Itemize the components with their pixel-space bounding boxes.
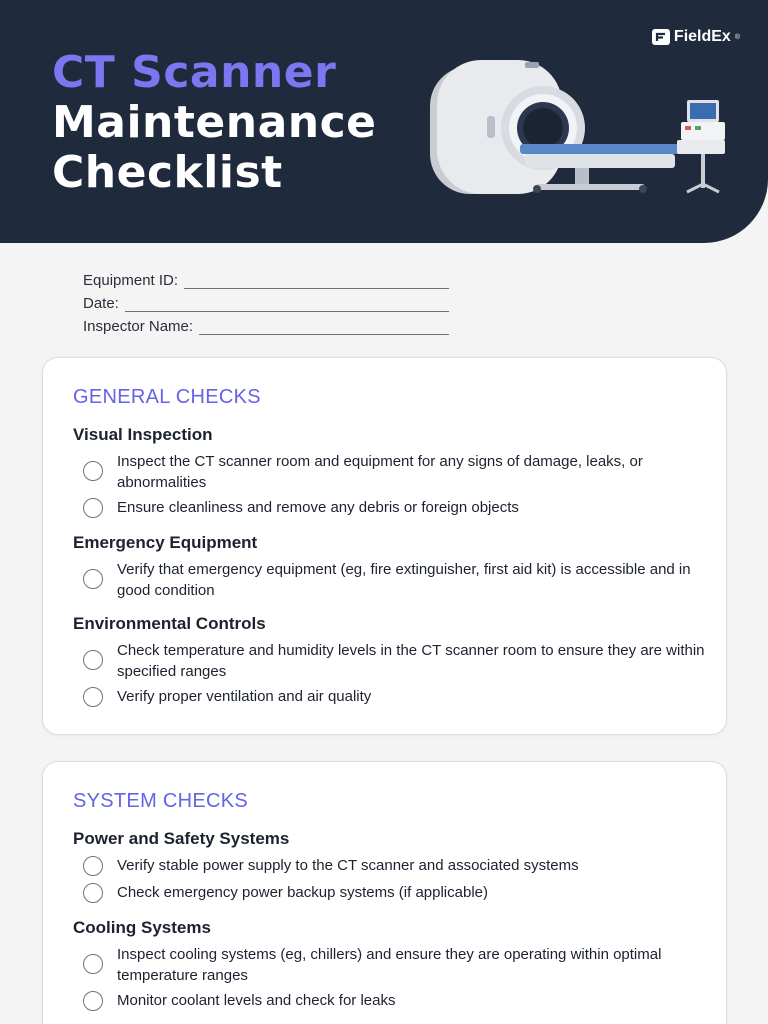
checklist-item[interactable]: [83, 687, 713, 709]
general-checks-card: [42, 357, 727, 735]
checkbox-circle-icon[interactable]: [83, 687, 103, 707]
visual-inspection-heading: Visual Inspection: [73, 425, 213, 444]
environmental-controls-heading: Environmental Controls: [73, 614, 266, 633]
checkbox-circle-icon[interactable]: [83, 650, 103, 670]
checkbox-circle-icon[interactable]: [83, 991, 103, 1011]
checklist-item-text: Inspect cooling systems (eg, chillers) and ensure they are operating within optimal temperature ranges: [117, 946, 662, 984]
power-safety-heading: Power and Safety Systems: [73, 829, 290, 848]
checklist-item[interactable]: [83, 991, 713, 1013]
checkbox-circle-icon[interactable]: [83, 569, 103, 589]
checklist-item[interactable]: [83, 883, 713, 905]
checklist-item[interactable]: [83, 642, 713, 684]
checklist-item-text: Check emergency power backup systems (if applicable): [117, 884, 488, 901]
system-checks-title: SYSTEM CHECKS: [73, 790, 249, 812]
page-title: [52, 48, 377, 198]
checklist-item-text: Check temperature and humidity levels in the CT scanner room to ensure they are within specified ranges: [117, 642, 705, 680]
date-input-line[interactable]: [125, 298, 449, 312]
inspector-name-label: Inspector Name:: [83, 318, 194, 335]
equipment-id-label: Equipment ID:: [83, 272, 179, 289]
inspector-name-input-line[interactable]: [199, 321, 449, 335]
fieldex-logo-icon: [652, 29, 670, 45]
checkbox-circle-icon[interactable]: [83, 498, 103, 518]
checkbox-circle-icon[interactable]: [83, 883, 103, 903]
title-line-3: Checklist: [52, 147, 283, 198]
equipment-id-field[interactable]: [83, 266, 463, 289]
checklist-item[interactable]: [83, 561, 713, 603]
checklist-item-text: Ensure cleanliness and remove any debris or foreign objects: [117, 499, 519, 516]
checklist-item[interactable]: [83, 453, 713, 495]
checklist-item[interactable]: [83, 946, 713, 988]
checkbox-circle-icon[interactable]: [83, 461, 103, 481]
checklist-item-text: Verify proper ventilation and air quality: [117, 688, 372, 705]
checklist-item-text: Verify that emergency equipment (eg, fire extinguisher, first aid kit) is accessible and in good condition: [117, 561, 691, 599]
equipment-id-input-line[interactable]: [184, 275, 449, 289]
checklist-item[interactable]: [83, 856, 713, 878]
cooling-systems-heading: Cooling Systems: [73, 918, 211, 937]
brand-name: FieldEx: [673, 28, 731, 45]
header-banner: [0, 0, 768, 243]
brand-registered-mark: ®: [734, 33, 740, 41]
inspector-name-field[interactable]: [83, 312, 463, 335]
checkbox-circle-icon[interactable]: [83, 856, 103, 876]
ct-scanner-illustration-icon: [425, 56, 735, 201]
title-line-2: Maintenance: [52, 97, 377, 148]
checklist-item-text: Inspect the CT scanner room and equipment for any signs of damage, leaks, or abnormalities: [117, 453, 643, 491]
checklist-item-text: Verify stable power supply to the CT scanner and associated systems: [117, 857, 579, 874]
system-checks-card: [42, 761, 727, 1024]
checkbox-circle-icon[interactable]: [83, 954, 103, 974]
date-field[interactable]: [83, 289, 463, 312]
inspection-info-fields: [83, 266, 463, 335]
checklist-item[interactable]: [83, 498, 713, 520]
title-line-1: CT Scanner: [52, 47, 337, 98]
general-checks-title: GENERAL CHECKS: [73, 386, 261, 408]
brand-logo: [652, 28, 740, 46]
checklist-item-text: Monitor coolant levels and check for leaks: [117, 992, 396, 1009]
date-label: Date:: [83, 295, 119, 312]
emergency-equipment-heading: Emergency Equipment: [73, 533, 258, 552]
